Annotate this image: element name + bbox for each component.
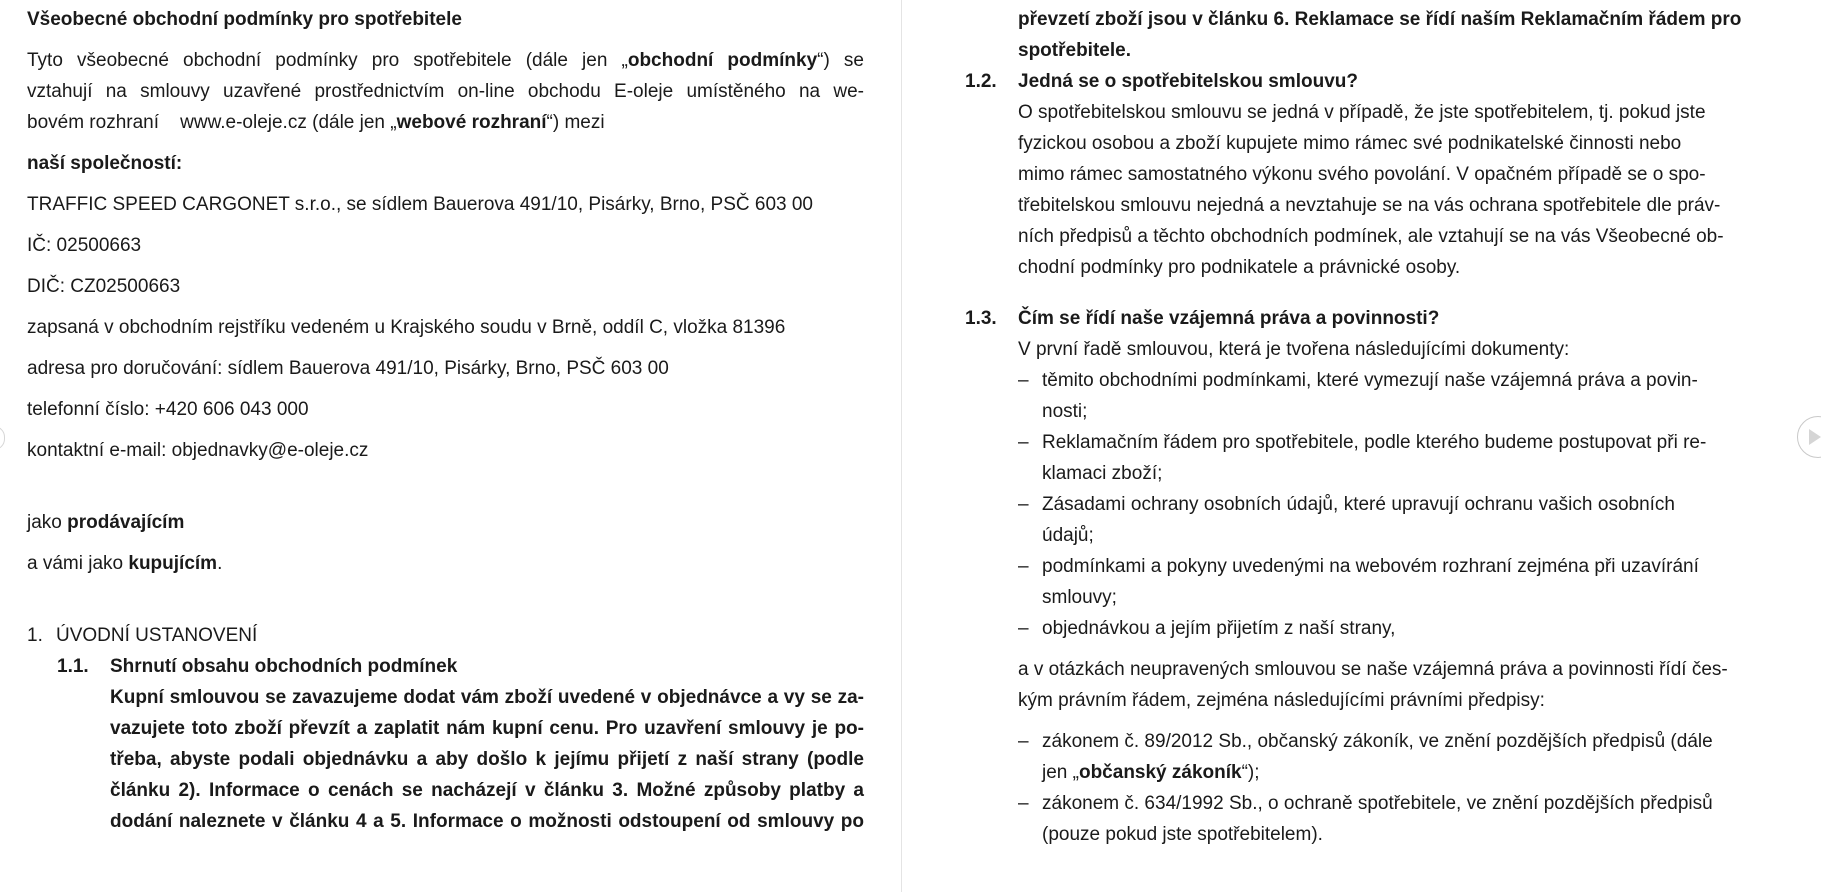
body-line: fyzickou osobou a zboží kupujete mimo rámec své podnikatelské činnosti nebo [1018, 133, 1682, 154]
intro-line-1 [27, 45, 864, 76]
list-item-text: smlouvy; [1042, 587, 1117, 608]
body-line: spotřebitele. [1018, 40, 1131, 61]
intro-line-3 [27, 107, 864, 138]
list-item-text: Zásadami ochrany osobních údajů, které upravují ochranu vašich osobních [1042, 494, 1675, 515]
prev-page-handle[interactable] [0, 426, 5, 450]
body-line: převzetí zboží jsou v článku 6. Reklamace se řídí naším Reklamačním řádem pro [1018, 9, 1742, 30]
company-registry: zapsaná v obchodním rejstříku vedeném u Krajského soudu v Brně, oddíl C, vložka 81396 [27, 317, 786, 338]
next-page-arrow-icon[interactable] [1797, 416, 1821, 458]
term-obchodni-podminky: obchodní podmínky [627, 50, 818, 71]
body-line: ních předpisů a těchto obchodních podmínek, ale vztahují se na vás Všeobecné ob- [1018, 226, 1724, 247]
dash-bullet: – [1018, 370, 1029, 391]
seller-term: prodávajícím [67, 512, 185, 533]
section-number: 1.3. [965, 308, 997, 329]
list-item-text: zákonem č. 634/1992 Sb., o ochraně spotřebitele, ve znění pozdějších předpisů [1042, 793, 1713, 814]
section-1-2-body [1018, 97, 1724, 283]
list-item-text: údajů; [1042, 525, 1094, 546]
seller-role [27, 507, 900, 538]
list-item-text: zákonem č. 89/2012 Sb., občanský zákoník, ve znění pozdějších předpisů (dále [1042, 731, 1713, 752]
company-name-address: TRAFFIC SPEED CARGONET s.r.o., se sídlem Bauerova 491/10, Pisárky, Brno, PSČ 603 00 [27, 194, 813, 215]
company-email: kontaktní e-mail: objednavky@e-oleje.cz [27, 440, 369, 461]
section-number: 1.2. [965, 71, 997, 92]
section-1-1-heading [27, 651, 900, 682]
dash-bullet: – [1018, 731, 1029, 752]
list-item-text: jen „ [1042, 762, 1079, 783]
company-delivery-address: adresa pro doručování: sídlem Bauerova 491/10, Pisárky, Brno, PSČ 603 00 [27, 358, 669, 379]
dash-bullet: – [1018, 618, 1029, 639]
buyer-term: kupujícím [128, 553, 218, 574]
company-ic: IČ: 02500663 [27, 235, 142, 256]
list-item [1018, 551, 1699, 613]
body-line: vazujete toto zboží převzít a zaplatit nám kupní cenu. Pro uzavření smlouvy je po- [110, 718, 864, 739]
list-item [1018, 788, 1713, 850]
list-item-text: Reklamačním řádem pro spotřebitele, podle kterého budeme postupovat při re- [1042, 432, 1707, 453]
section-number: 1. [27, 625, 43, 646]
dash-bullet: – [1018, 556, 1029, 577]
list-item-text: klamaci zboží; [1042, 463, 1163, 484]
list-item-text: podmínkami a pokyny uvedenými na webovém rozhraní zejména při uzavírání [1042, 556, 1699, 577]
company-phone: telefonní číslo: +420 606 043 000 [27, 399, 309, 420]
intro-paragraph [27, 45, 864, 138]
section-1-2-heading [903, 66, 1821, 97]
section-number: 1.1. [57, 656, 89, 677]
section-title: ÚVODNÍ USTANOVENÍ [56, 625, 258, 646]
intro-line-2: vztahují na smlouvy uzavřené prostřednictvím on-line obchodu E-oleje umístěného na we- [27, 81, 864, 102]
dash-bullet: – [1018, 432, 1029, 453]
intro-text: “) mezi [546, 112, 605, 133]
section-1-1-continuation [1018, 4, 1742, 66]
list-item [1018, 489, 1675, 551]
list-item [1018, 726, 1713, 788]
document-heading: Všeobecné obchodní podmínky pro spotřebitele [27, 9, 462, 30]
list-item-text: (pouze pokud jste spotřebitelem). [1042, 824, 1323, 845]
section-title: Shrnutí obsahu obchodních podmínek [110, 656, 458, 677]
list-item [1018, 365, 1698, 427]
body-line: Kupní smlouvou se zavazujeme dodat vám zboží uvedené v objednávce a vy se za- [110, 687, 864, 708]
intro-text: bovém rozhraní www.e-oleje.cz (dále jen „ [27, 112, 397, 133]
body-line: chodní podmínky pro podnikatele a právnické osoby. [1018, 257, 1461, 278]
page-divider [901, 0, 902, 892]
body-line: kým právním řádem, zejména následujícími právními předpisy: [1018, 690, 1545, 711]
list-item [1018, 613, 1675, 644]
body-line: a v otázkách neupravených smlouvou se naše vzájemná práva a povinnosti řídí čes- [1018, 659, 1728, 680]
buyer-text: a vámi jako [27, 553, 129, 574]
section-title: Čím se řídí naše vzájemná práva a povinnosti? [1018, 308, 1440, 329]
body-line: V první řadě smlouvou, která je tvořena následujícími dokumenty: [1018, 339, 1570, 360]
term-obcansky-zakonik: občanský zákoník [1078, 762, 1242, 783]
company-dic: DIČ: CZ02500663 [27, 276, 181, 297]
list-item-text: “); [1241, 762, 1260, 783]
list-item-text [1042, 757, 1675, 788]
section-1-3-body [1018, 334, 1728, 850]
term-webove-rozhrani: webové rozhraní [396, 112, 547, 133]
section-1-heading [27, 620, 900, 651]
body-line: třebitelskou smlouvu nejedná a nevztahuje se na vás ochrana spotřebitele dle práv- [1018, 195, 1721, 216]
body-line: O spotřebitelskou smlouvu se jedná v případě, že jste spotřebitelem, tj. pokud jste [1018, 102, 1706, 123]
body-line: třeba, abyste podali objednávku a aby došlo k jejímu přijetí z naší strany (podle [110, 749, 864, 770]
seller-text: jako [27, 512, 68, 533]
buyer-role [27, 548, 900, 579]
dash-bullet: – [1018, 494, 1029, 515]
dash-bullet: – [1018, 793, 1029, 814]
list-item-text: těmito obchodními podmínkami, které vymezují naše vzájemná práva a povin- [1042, 370, 1698, 391]
section-1-1-body [27, 682, 864, 837]
section-1-3-heading [903, 303, 1821, 334]
left-page [0, 0, 900, 892]
intro-text: Tyto všeobecné obchodní podmínky pro spotřebitele (dále jen „ [27, 50, 628, 71]
buyer-text: . [217, 553, 223, 574]
list-item [1018, 427, 1707, 489]
right-page [903, 0, 1821, 892]
body-line: dodání naleznete v článku 4 a 5. Informace o možnosti odstoupení od smlouvy po [110, 811, 864, 832]
company-label: naší společností: [27, 153, 183, 174]
list-item-text: objednávkou a jejím přijetím z naší strany, [1042, 618, 1396, 639]
list-item-text: nosti; [1042, 401, 1088, 422]
body-line: mimo rámec samostatného výkonu svého povolání. V opačném případě se o spo- [1018, 164, 1706, 185]
body-line: článku 2). Informace o cenách se nacházejí v článku 3. Možné způsoby platby a [110, 780, 864, 801]
intro-text: “) se [817, 50, 864, 71]
section-title: Jedná se o spotřebitelskou smlouvu? [1018, 71, 1358, 92]
